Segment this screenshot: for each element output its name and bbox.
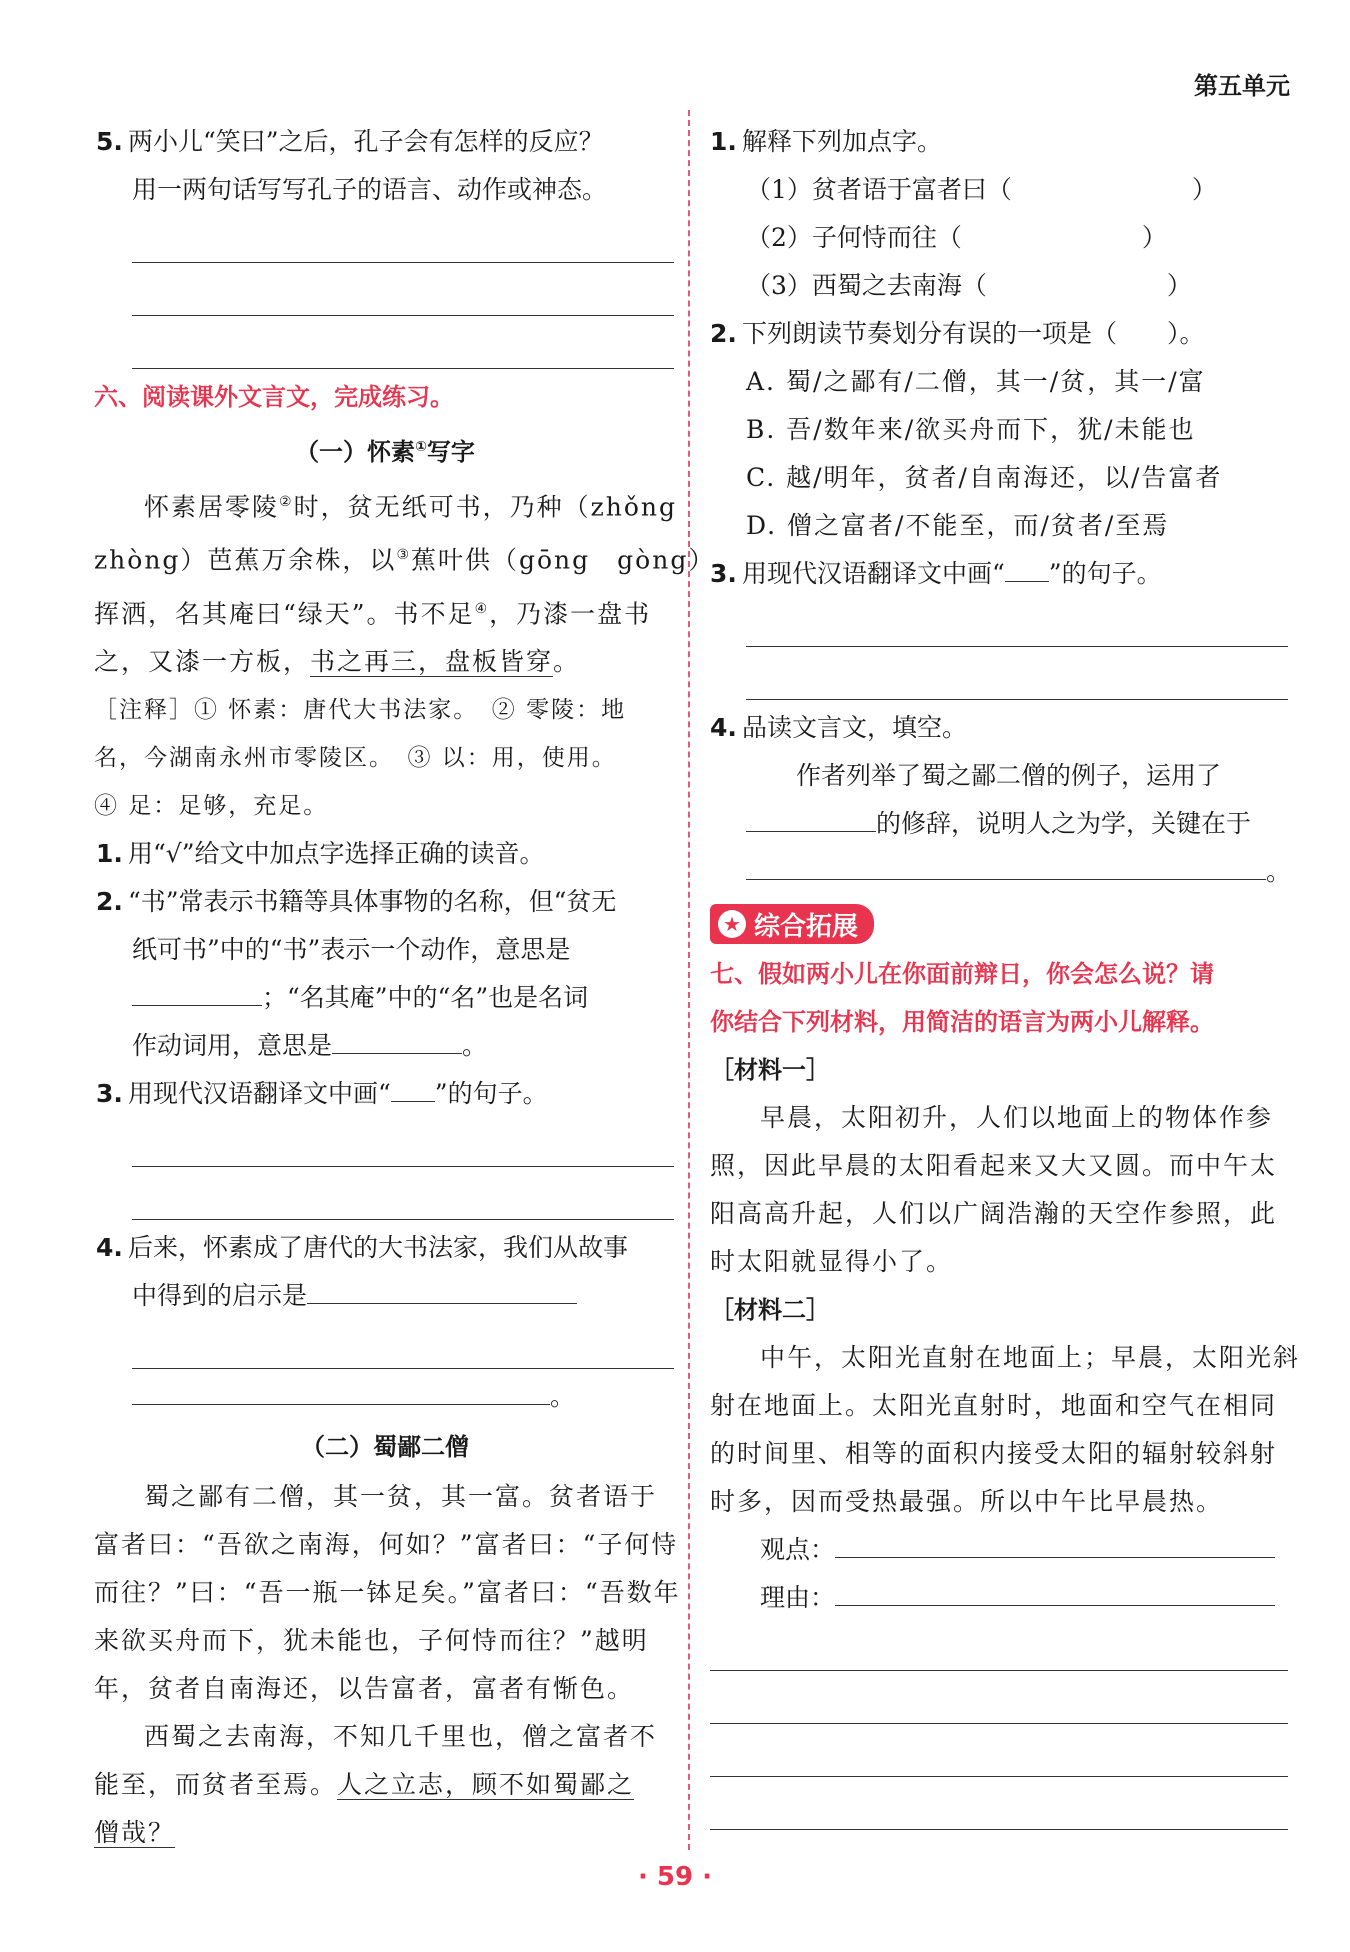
fill-blank[interactable] [746,851,1266,880]
answer-line[interactable] [132,1320,674,1369]
question-5 [96,118,674,369]
question-4: 4. 后来，怀素成了唐代的大书法家，我们从故事 中得到的启示是 。 [96,1224,674,1421]
question-text: 用一两句话写写孔子的语言、动作或神态。 [132,175,608,204]
passage-title: （一）怀素①写字 [295,438,475,466]
fill-blank[interactable] [132,977,262,1006]
option-d[interactable]: D. 僧之富者/不能至，而/贫者/至焉 [746,511,1170,540]
section-banner: ★ 综合拓展 [710,904,874,944]
answer-line[interactable] [710,1781,1288,1830]
reason-field[interactable] [835,1577,1275,1606]
answer-line[interactable] [132,1118,674,1167]
question-4-fill: 4. 品读文言文，填空。 作者列举了蜀之鄙二僧的例子，运用了 的修辞，说明人之为学，关键在于 。 [710,713,1292,886]
question-3-translate: 3. 用现代汉语翻译文中画“ ”的句子。 [710,550,1288,700]
question-2: 2. “书”常表示书籍等具体事物的名称，但“贫无 纸可书”中的“书”表示一个动作，意思是 ；“名其庵”中的“名”也是名词 作动词用，意思是 。 [96,886,617,1060]
page-number: · 59 · [637,1862,713,1892]
passage-title: （二）蜀鄙二僧 [301,1432,469,1461]
notes: ［注释］① 怀素：唐代大书法家。 ② 零陵：地 [94,696,627,723]
section-title: 六、阅读课外文言文，完成练习。 [94,383,454,411]
option-c[interactable]: C. 越/明年，贫者/自南海还，以/告富者 [746,463,1223,492]
material-1: ［材料一］ 早晨，太阳初升，人们以地面上的物体作参 照，因此早晨的太阳看起来又大又圆。而中午太 阳高高升起，人们以广阔浩瀚的天空作参照，此 时太阳就显得小了。 [710,1056,1278,1276]
question-1-explain: 1. 解释下列加点字。 （1）贫者语于富者曰（ ） （2）子何恃而往（ ） （3）西蜀之去南海（ ） [710,127,1217,300]
passage-shubi: 蜀之鄙有二僧，其一贫，其一富。贫者语于 富者曰：“吾欲之南海，何如？”富者曰：“子何恃 而往？”曰：“吾一瓶一钵足矣。”富者曰：“吾数年 来欲买舟而下，犹未能也，子何恃而往？”越明 年，贫者自南海还，以告富者，富者有惭色。 西蜀之去南海，不知几千里也，僧之富者不 能至，而贫者至焉。人之立志，顾不如蜀鄙之 僧哉？ [94,1481,681,1847]
answer-line[interactable] [746,651,1288,700]
star-icon: ★ [718,910,746,938]
notes: ④ 足：足够，充足。 [94,792,329,819]
answer-area: 观点： 理由： [710,1526,1288,1830]
answer-line[interactable] [710,1675,1288,1724]
fill-blank[interactable] [987,266,1167,294]
option-a[interactable]: A. 蜀/之鄙有/二僧，其一/贫，其一/富 [746,367,1206,396]
left-column [94,118,716,1857]
section-7: 七、假如两小儿在你面前辩日，你会怎么说？请 你结合下列材料，用简洁的语言为两小儿解释。 [710,960,1214,1036]
column-divider [688,110,690,1850]
notes: 名，今湖南永州市零陵区。 ③ 以：用，使用。 [94,744,617,771]
fill-blank[interactable] [307,1275,577,1304]
underlined-sentence: 书之再三，盘板皆穿 [310,646,554,676]
right-column [710,118,1301,1834]
answer-line[interactable] [746,598,1288,647]
answer-line[interactable] [132,1171,674,1220]
fill-blank[interactable] [132,1376,550,1405]
underlined-sentence: 人之立志，顾不如蜀鄙之 [337,1769,635,1799]
answer-line[interactable] [132,320,674,369]
passage-huaisu: 怀素居零陵②时，贫无纸可书，乃种（zhǒng zhòng）芭蕉万余株，以③蕉叶供（gōng gòng） 挥洒，名其庵曰“绿天”。书不足④，乃漆一盘书 之，又漆一方板，书之再三，盘板皆穿。 ［注释］① 怀素：唐代大书法家。 ② 零陵：地 名，今湖南永州市零陵区。 ③ 以：用，使用。 ④ 足：足够，充足。 [94,478,674,830]
option-b[interactable]: B. 吾/数年来/欲买舟而下，犹/未能也 [746,415,1196,444]
question-3: 3. 用现代汉语翻译文中画“ ”的句子。 [96,1070,674,1220]
answer-line[interactable] [132,214,674,263]
unit-label: 第五单元 [1194,72,1290,100]
fill-blank[interactable] [962,218,1142,246]
answer-line[interactable] [710,1622,1288,1671]
fill-blank[interactable] [746,803,876,832]
fill-blank[interactable] [332,1025,462,1054]
underlined-sentence: 僧哉？ [94,1817,176,1847]
question-2-rhythm: 2. 下列朗读节奏划分有误的一项是（ ）。 A. 蜀/之鄙有/二僧，其一/贫，其一/富 B. 吾/数年来/欲买舟而下，犹/未能也 C. 越/明年，贫者/自南海还，以/告富者 D. 僧之富者/不能至，而/贫者/至焉 [710,310,1288,550]
material-2: ［材料二］ 中午，太阳光直射在地面上；早晨，太阳光斜 射在地面上。太阳光直射时，地面和空气在相同 的时间里、相等的面积内接受太阳的辐射较斜射 时多，因而受热最强。所以中午比早晨热。 [710,1296,1301,1516]
question-number: 5. [96,127,123,156]
answer-line[interactable] [132,267,674,316]
question-1: 1. 用“√”给文中加点字选择正确的读音。 [96,838,545,868]
viewpoint-field[interactable] [835,1529,1275,1558]
answer-line[interactable] [710,1728,1288,1777]
fill-blank[interactable] [1012,170,1192,198]
question-text: 两小儿“笑曰”之后，孔子会有怎样的反应？ [128,127,604,156]
